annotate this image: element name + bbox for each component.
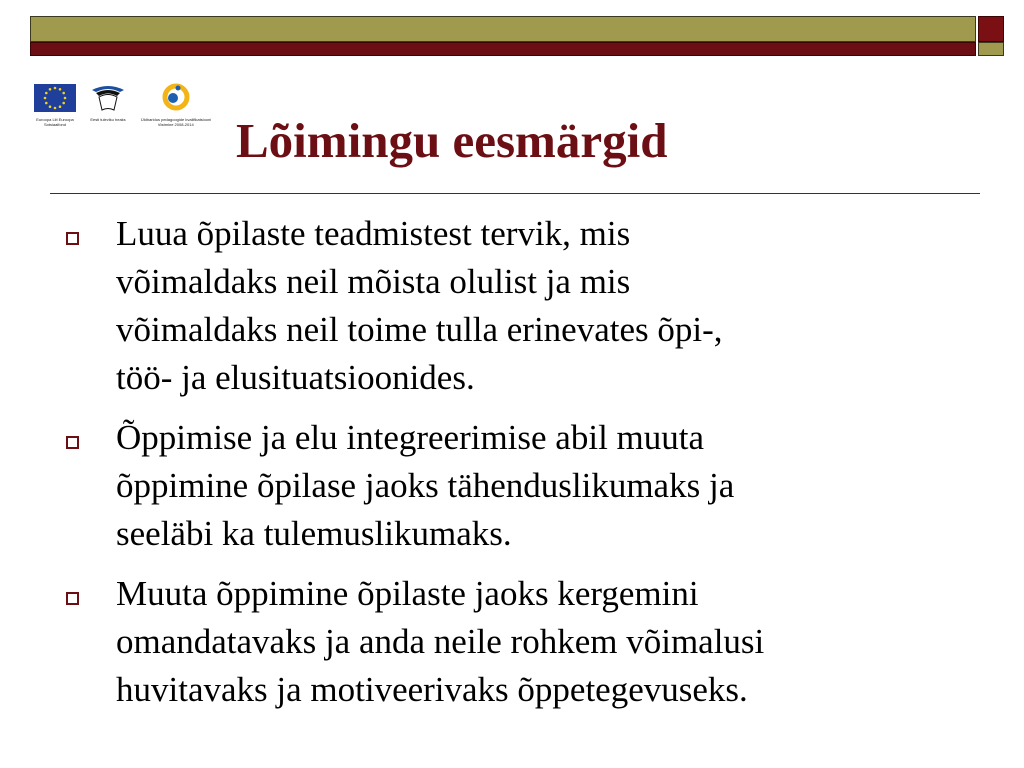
square-bullet-icon — [66, 232, 79, 245]
bullet-line: töö- ja elusituatsioonides. — [116, 358, 475, 397]
bullet-line: omandatavaks ja anda neile rohkem võimalusi — [116, 622, 765, 661]
bullet-line: õppimine õpilase jaoks tähenduslikumaks ja — [116, 466, 735, 505]
bullet-line: Õppimise ja elu integreerimise abil muuta — [116, 418, 705, 457]
program-logo-caption: Üldharidus pedagoogide kvalifikatsiooni tõstmine 2008-2014 — [140, 117, 212, 127]
title-divider — [50, 193, 980, 194]
eesti-tuleviku-heaks-icon — [86, 80, 130, 116]
bullet-line: võimaldaks neil toime tulla erinevates õpi-, — [116, 310, 723, 349]
square-bullet-icon — [66, 592, 79, 605]
corner-square-red — [978, 16, 1004, 42]
bullet-line: Muuta õppimine õpilaste jaoks kergemini — [116, 574, 699, 613]
bullet-item — [66, 414, 976, 558]
estonia-logo-caption: Eesti tuleviku heaks — [90, 117, 126, 122]
sponsor-logos — [20, 78, 220, 132]
eu-flag-icon — [30, 80, 80, 116]
eu-logo — [30, 80, 80, 130]
corner-square-olive — [978, 42, 1004, 56]
bullet-line: huvitavaks ja motiveerivaks õppetegevuseks. — [116, 670, 748, 709]
top-band-red — [30, 42, 976, 56]
program-sun-icon — [138, 80, 214, 116]
eu-logo-caption: Euroopa Liit Euroopa Sotsiaalfond — [36, 117, 74, 127]
top-band-olive — [30, 16, 976, 42]
program-logo — [138, 80, 214, 130]
bullet-item — [66, 210, 976, 402]
slide-title: Lõimingu eesmärgid — [236, 113, 668, 168]
bullet-line: Luua õpilaste teadmistest tervik, mis — [116, 214, 631, 253]
bullet-line: seeläbi ka tulemuslikumaks. — [116, 514, 512, 553]
square-bullet-icon — [66, 436, 79, 449]
bullet-item — [66, 570, 976, 714]
bullet-list — [66, 210, 976, 726]
bullet-line: võimaldaks neil mõista olulist ja mis — [116, 262, 631, 301]
estonia-logo — [86, 80, 130, 130]
